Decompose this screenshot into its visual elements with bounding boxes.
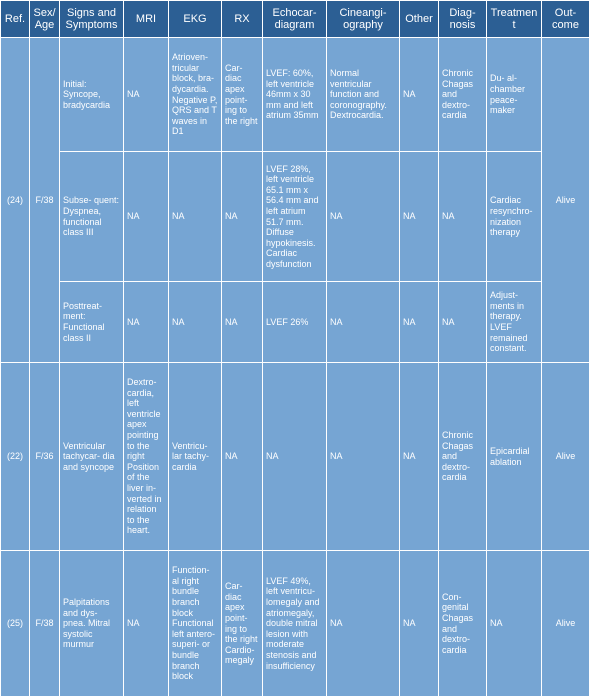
rx-cell: NA xyxy=(222,282,263,363)
ekg-cell: Atrioven- tricular block, bra- dycardia. Negative P, QRS and T waves in D1 xyxy=(169,38,222,152)
sex-age-cell: F/38 xyxy=(30,38,60,363)
ekg-cell: Function- al right bundle branch block Functional left antero-superi- or bundle branch block xyxy=(169,551,222,697)
cine-cell: NA xyxy=(327,551,400,697)
signs-cell: Initial: Syncope, bradycardia xyxy=(60,38,124,152)
header-treatment: Treatment xyxy=(487,1,542,38)
header-ekg: EKG xyxy=(169,1,222,38)
diagnosis-cell: NA xyxy=(439,282,487,363)
sex-age-cell: F/38 xyxy=(30,551,60,697)
header-outcome: Out- come xyxy=(542,1,589,38)
header-row xyxy=(1,1,589,38)
other-cell: NA xyxy=(400,152,439,282)
ref-cell: (22) xyxy=(1,363,30,551)
header-mri: MRI xyxy=(124,1,169,38)
diagnosis-cell: NA xyxy=(439,152,487,282)
mri-cell: Dextro- cardia, left ventricle apex pointing to the right Position of the liver in- verted in relation to the heart. xyxy=(124,363,169,551)
ref-cell: (25) xyxy=(1,551,30,697)
other-cell: NA xyxy=(400,282,439,363)
sex-age-cell: F/36 xyxy=(30,363,60,551)
mri-cell: NA xyxy=(124,282,169,363)
table-row xyxy=(1,363,589,551)
rx-cell: Car- diac apex point- ing to the right xyxy=(222,38,263,152)
rx-cell: NA xyxy=(222,152,263,282)
header-echocardiogram: Echocar- diagram xyxy=(263,1,327,38)
header-other: Other xyxy=(400,1,439,38)
signs-cell: Palpitations and dys- pnea. Mitral systolic murmur xyxy=(60,551,124,697)
echo-cell: LVEF: 60%, left ventricle 46mm x 30 mm and left atrium 35mm xyxy=(263,38,327,152)
treatment-cell: Du- al-chamber peace- maker xyxy=(487,38,542,152)
outcome-cell: Alive xyxy=(542,363,589,551)
cine-cell: NA xyxy=(327,282,400,363)
header-sex-age: Sex/ Age xyxy=(30,1,60,38)
ekg-cell: NA xyxy=(169,152,222,282)
treatment-cell: Epicardial ablation xyxy=(487,363,542,551)
treatment-cell: Adjust- ments in therapy. LVEF remained constant. xyxy=(487,282,542,363)
diagnosis-cell: Chronic Chagas and dextro- cardia xyxy=(439,363,487,551)
table-row xyxy=(1,282,589,363)
header-cineangiography: Cineangi- ography xyxy=(327,1,400,38)
diagnosis-cell: Chronic Chagas and dextro- cardia xyxy=(439,38,487,152)
treatment-cell: NA xyxy=(487,551,542,697)
table-row xyxy=(1,152,589,282)
outcome-cell: Alive xyxy=(542,38,589,363)
other-cell: NA xyxy=(400,551,439,697)
table-row xyxy=(1,551,589,697)
other-cell: NA xyxy=(400,363,439,551)
ref-cell: (24) xyxy=(1,38,30,363)
treatment-cell: Cardiac resynchro- nization therapy xyxy=(487,152,542,282)
rx-cell: Car- diac apex point- ing to the right Cardio- megaly xyxy=(222,551,263,697)
mri-cell: NA xyxy=(124,38,169,152)
echo-cell: LVEF 26% xyxy=(263,282,327,363)
diagnosis-cell: Con- genital Chagas and dextro- cardia xyxy=(439,551,487,697)
cine-cell: Normal ventricular function and coronography. Dextrocardia. xyxy=(327,38,400,152)
cine-cell: NA xyxy=(327,152,400,282)
cine-cell: NA xyxy=(327,363,400,551)
signs-cell: Ventricular tachycar- dia and syncope xyxy=(60,363,124,551)
ekg-cell: Ventricu- lar tachy- cardia xyxy=(169,363,222,551)
table-row xyxy=(1,38,589,152)
other-cell: NA xyxy=(400,38,439,152)
echo-cell: NA xyxy=(263,363,327,551)
echo-cell: LVEF 49%, left ventricu- lomegaly and atriomegaly, double mitral lesion with moderate stenosis and insufficiency xyxy=(263,551,327,697)
header-ref: Ref. xyxy=(1,1,30,38)
outcome-cell: Alive xyxy=(542,551,589,697)
signs-cell: Subse- quent: Dyspnea, functional class III xyxy=(60,152,124,282)
ekg-cell: NA xyxy=(169,282,222,363)
echo-cell: LVEF 28%, left ventricle 65.1 mm x 56.4 mm and left atrium 51.7 mm. Diffuse hypokinesis. Cardiac dysfunction xyxy=(263,152,327,282)
mri-cell: NA xyxy=(124,152,169,282)
header-signs-symptoms: Signs and Symptoms xyxy=(60,1,124,38)
mri-cell: NA xyxy=(124,551,169,697)
header-rx: RX xyxy=(222,1,263,38)
signs-cell: Posttreat- ment: Functional class II xyxy=(60,282,124,363)
rx-cell: NA xyxy=(222,363,263,551)
header-diagnosis: Diag- nosis xyxy=(439,1,487,38)
